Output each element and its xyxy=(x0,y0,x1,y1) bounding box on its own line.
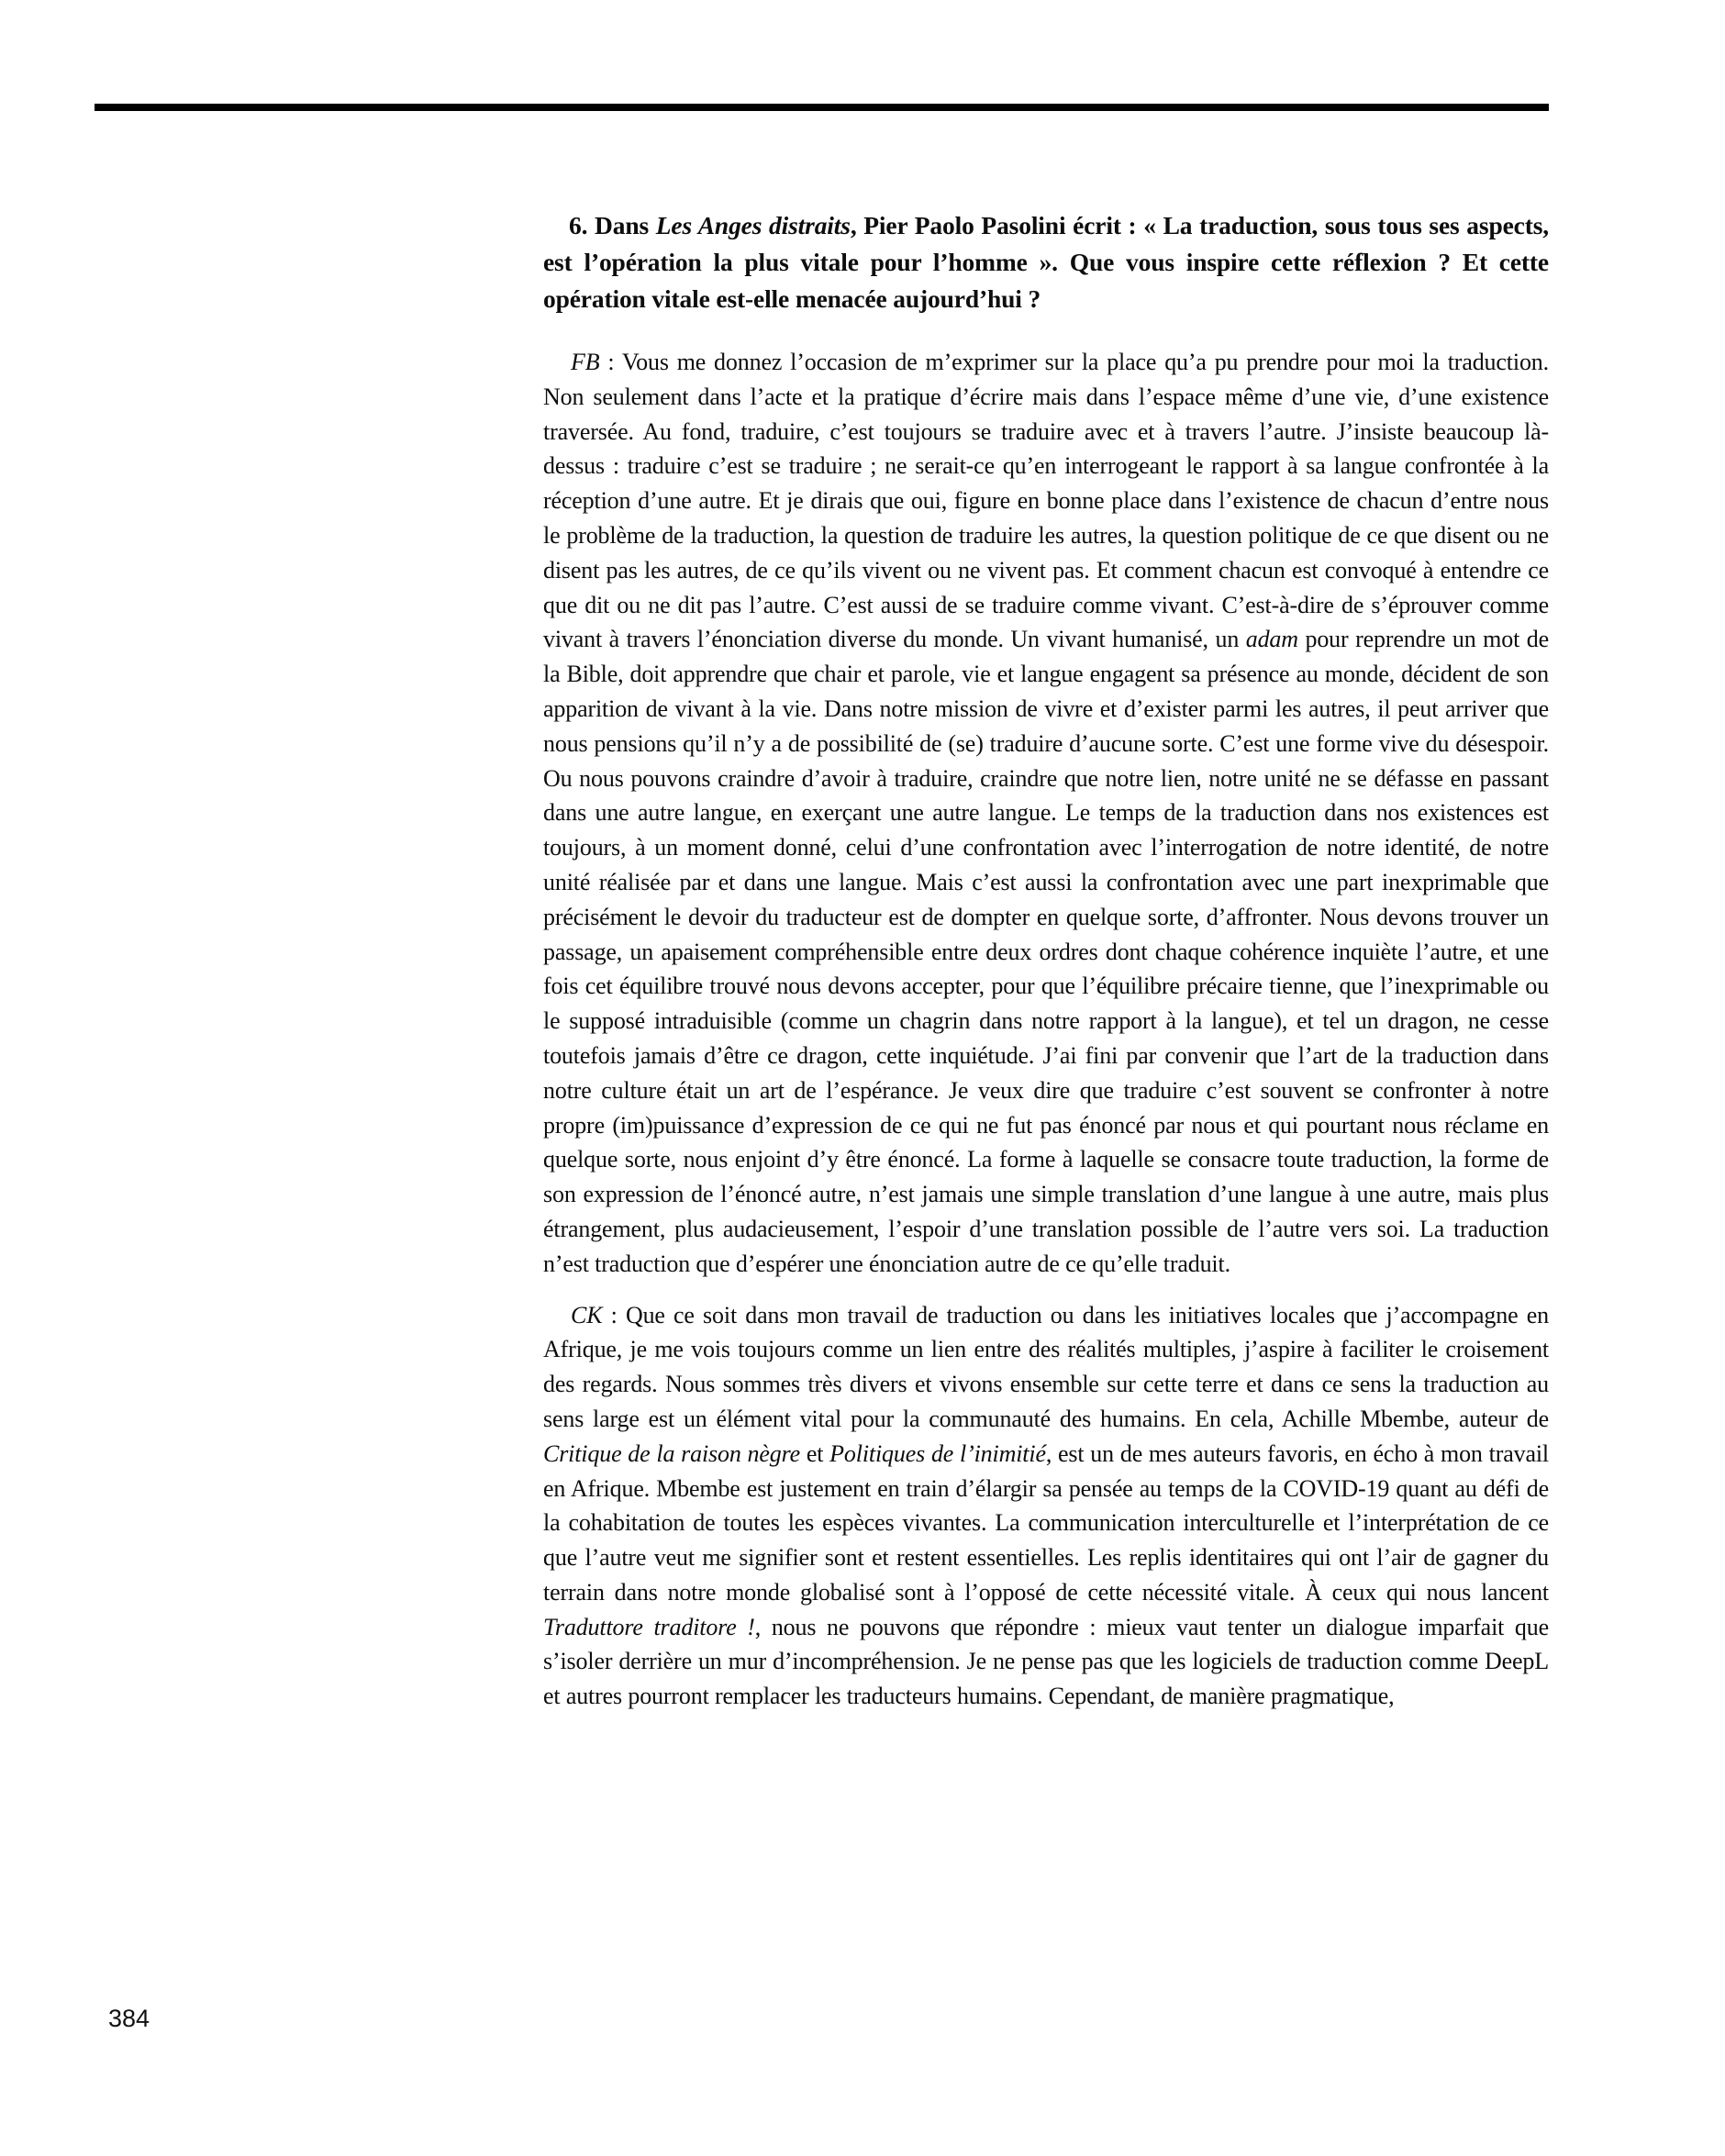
italic-text-run: FB xyxy=(571,349,600,375)
italic-text-run: Politiques de l’inimitié xyxy=(829,1439,1046,1467)
italic-text-run: CK xyxy=(571,1301,603,1328)
italic-text-run: adam xyxy=(1245,626,1298,653)
italic-text-run: Traduttore traditore ! xyxy=(543,1613,755,1640)
page-number: 384 xyxy=(108,2005,150,2032)
interview-question xyxy=(543,207,1549,317)
italic-text-run: Les Anges distraits xyxy=(655,211,851,239)
text-run: et xyxy=(800,1439,830,1467)
text-run: , Pier Paolo Pasolini écrit : « La traduction, sous tous ses aspects, est l’opération la plus vitale pour l’homme ». Que vous inspire cette réflexion ? Et cette opération vitale est-elle menacée aujourd’hui ? xyxy=(543,211,1549,313)
text-run: : Que ce soit dans mon travail de traduction ou dans les initiatives locales que j’accompagne en Afrique, je me vois toujours comme un lien entre des réalités multiples, j’aspire à faciliter le croisement des regards. Nous sommes très divers et vivons ensemble sur cette terre et dans ce sens la traduction au sens large est un élément vital pour la communauté des humains. En cela, Achille Mbembe, auteur de xyxy=(543,1301,1549,1432)
text-run: : Vous me donnez l’occasion de m’exprimer sur la place qu’a pu prendre pour moi la traduction. Non seulement dans l’acte et la pratique d’écrire mais dans l’espace même d’une vie, d’une existence traversée. Au fond, traduire, c’est toujours se traduire avec et à travers l’autre. J’insiste beaucoup là-dessus : traduire c’est se traduire ; ne serait-ce qu’en interrogeant le rapport à sa langue confrontée à la réception d’une autre. Et je dirais que oui, figure en bonne place dans l’existence de chacun d’entre nous le problème de la traduction, la question de traduire les autres, la question politique de ce que disent ou ne disent pas les autres, de ce qu’ils vivent ou ne vivent pas. Et comment chacun est convoqué à entendre ce que dit ou ne dit pas l’autre. C’est aussi de se traduire comme vivant. C’est-à-dire de s’éprouver comme vivant à travers l’énonciation diverse du monde. Un vivant humanisé, un xyxy=(543,349,1549,653)
text-run: , est un de mes auteurs favoris, en écho à mon travail en Afrique. Mbembe est justement en train d’élargir sa pensée au temps de la COVID-19 quant au défi de la cohabitation de toutes les espèces vivantes. La communication interculturelle et l’interprétation de ce que l’autre veut me signifier sont et restent essentielles. Les replis identitaires qui ont l’air de gagner du terrain dans notre monde globalisé sont à l’opposé de cette nécessité vitale. À ceux qui nous lancent xyxy=(543,1439,1549,1606)
italic-text-run: Critique de la raison nègre xyxy=(543,1439,801,1467)
answer-paragraph-ck xyxy=(543,1298,1549,1715)
text-run: pour reprendre un mot de la Bible, doit apprendre que chair et parole, vie et langue engagent sa présence au monde, décident de son apparition de vivant à la vie. Dans notre mission de vivre et d’exister parmi les autres, il peut arriver que nous pensions qu’il n’y a de possibilité de (se) traduire d’aucune sorte. C’est une forme vive du désespoir. Ou nous pouvons craindre d’avoir à traduire, craindre que notre lien, notre unité ne se défasse en passant dans une autre langue, en exerçant une autre langue. Le temps de la traduction dans nos existences est toujours, à un moment donné, celui d’une confrontation avec l’interrogation de notre identité, de notre unité réalisée par et dans une langue. Mais c’est aussi la confrontation avec une part inexprimable que précisément le devoir du traducteur est de dompter en quelque sorte, d’affronter. Nous devons trouver un passage, un apaisement compréhensible entre deux ordres dont chaque cohérence inquiète l’autre, et une fois cet équilibre trouvé nous devons accepter, pour que l’équilibre précaire tienne, que l’inexprimable ou le supposé intraduisible (comme un chagrin dans notre rapport à la langue), et tel un dragon, ne cesse toutefois jamais d’être ce dragon, cette inquiétude. J’ai fini par convenir que l’art de la traduction dans notre culture était un art de l’espérance. Je veux dire que traduire c’est souvent se confronter à notre propre (im)puissance d’expression de ce qui ne fut pas énoncé par nous et qui pourtant nous réclame en quelque sorte, nous enjoint d’y être énoncé. La forme à laquelle se consacre toute traduction, la forme de son expression de l’énoncé autre, n’est jamais une simple translation d’une langue à une autre, mais plus étrangement, plus audacieusement, l’espoir d’une translation possible de l’autre vers soi. La traduction n’est traduction que d’espérer une énonciation autre de ce qu’elle traduit. xyxy=(543,626,1549,1277)
text-run: , nous ne pouvons que répondre : mieux vaut tenter un dialogue imparfait que s’isoler derrière un mur d’incompréhension. Je ne pense pas que les logiciels de traduction comme DeepL et autres pourront remplacer les traducteurs humains. Cependant, de manière pragmatique, xyxy=(543,1613,1549,1710)
text-column xyxy=(543,207,1549,1730)
top-rule xyxy=(95,104,1549,111)
text-run: 6. Dans xyxy=(569,211,656,239)
answer-paragraph-fb xyxy=(543,345,1549,1282)
